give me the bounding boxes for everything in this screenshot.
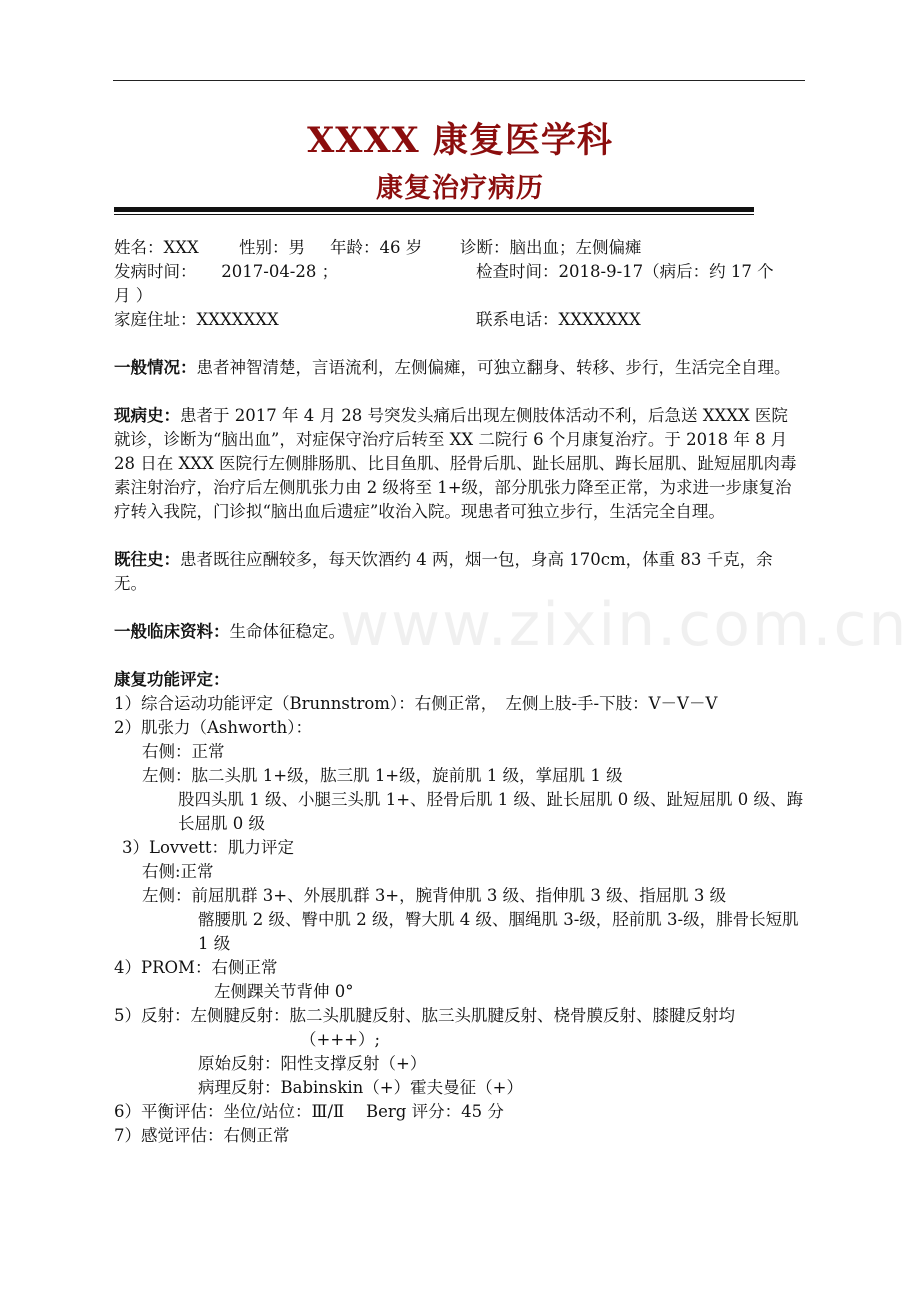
assessment-line-14: 原始反射：阳性支撑反射（+） bbox=[198, 1054, 427, 1073]
patient-diagnosis: 诊断：脑出血；左侧偏瘫 bbox=[460, 238, 642, 257]
past-history bbox=[114, 548, 804, 596]
home-address: 家庭住址：XXXXXXX bbox=[114, 310, 279, 329]
exam-time: 检查时间：2018-9-17（病后：约 17 个 bbox=[476, 262, 774, 281]
title-divider-thick bbox=[114, 207, 754, 212]
present-history-text: 患者于 2017 年 4 月 28 号突发头痛后出现左侧肢体活动不利，后急送 XXXX 医院就诊，诊断为“脑出血”，对症保守治疗后转至 XX 二院行 6 个月康复治疗。于 2018 年 8 月 28 日在 XXX 医院行左侧腓肠肌、比目鱼肌、胫骨后肌、趾长屈肌、踇长屈肌、趾短屈肌肉毒素注射治疗，治疗后左侧肌张力由 2 级将至 1+级，部分肌张力降至正常，为求进一步康复治疗转入我院，门诊拟“脑出血后遗症”收治入院。现患者可独立步行，生活完全自理。 bbox=[114, 406, 797, 521]
assessment-line-7: 右侧:正常 bbox=[142, 862, 214, 881]
assessment-heading: 康复功能评定： bbox=[114, 670, 230, 689]
assessment-line-8: 左侧：前屈肌群 3+、外展肌群 3+，腕背伸肌 3 级、指伸肌 3 级、指屈肌 3 级 bbox=[142, 886, 727, 905]
general-condition-label: 一般情况： bbox=[114, 358, 197, 377]
assessment-line-16: 6）平衡评估：坐位/站位：Ⅲ/Ⅱ Berg 评分：45 分 bbox=[114, 1102, 504, 1121]
assessment-line-5: 股四头肌 1 级、小腿三头肌 1+、胫骨后肌 1 级、趾长屈肌 0 级、趾短屈肌 0 级、踇长屈肌 0 级 bbox=[178, 790, 804, 833]
watermark: www.zixin.com.cn bbox=[340, 590, 909, 660]
clinical-data-text: 生命体征稳定。 bbox=[229, 622, 345, 641]
assessment-line-3: 右侧：正常 bbox=[142, 742, 225, 761]
document-title: 康复治疗病历 bbox=[376, 173, 544, 204]
present-history bbox=[114, 404, 804, 524]
patient-info-row-4 bbox=[114, 308, 804, 332]
assessment-line-4: 左侧：肱二头肌 1+级，肱三肌 1+级，旋前肌 1 级，掌屈肌 1 级 bbox=[142, 766, 623, 785]
assessment-line-13: （+++）; bbox=[300, 1030, 381, 1049]
assessment-line-9: 髂腰肌 2 级、臀中肌 2 级，臀大肌 4 级、腘绳肌 3-级，胫前肌 3-级，腓骨长短肌 1 级 bbox=[198, 910, 799, 953]
hospital-title: XXXX 康复医学科 bbox=[307, 120, 613, 161]
title-divider-thin bbox=[114, 214, 754, 215]
past-history-label: 既往史： bbox=[114, 550, 180, 569]
assessment-line-17: 7）感觉评估：右侧正常 bbox=[114, 1126, 290, 1145]
assessment-line-15: 病理反射：Babinskin（+）霍夫曼征（+） bbox=[198, 1078, 523, 1097]
patient-info-row-3 bbox=[114, 284, 804, 308]
clinical-data-label: 一般临床资料： bbox=[114, 622, 230, 641]
patient-info-row-2 bbox=[114, 260, 804, 284]
assessment-line-6: 3）Lovvett：肌力评定 bbox=[122, 838, 295, 857]
patient-info-row-1 bbox=[114, 236, 804, 260]
assessment-line-11: 左侧踝关节背伸 0° bbox=[214, 982, 354, 1001]
general-condition bbox=[114, 356, 804, 380]
general-condition-text: 患者神智清楚，言语流利，左侧偏瘫，可独立翻身、转移、步行，生活完全自理。 bbox=[196, 358, 791, 377]
past-history-text: 患者既往应酬较多，每天饮酒约 4 两，烟一包，身高 170cm，体重 83 千克，余无。 bbox=[114, 550, 773, 593]
exam-time-continued: 月 ） bbox=[114, 286, 153, 305]
patient-name: 姓名：XXX bbox=[114, 238, 199, 257]
assessment-line-12: 5）反射：左侧腱反射：肱二头肌腱反射、肱三头肌腱反射、桡骨膜反射、膝腱反射均 bbox=[114, 1006, 735, 1025]
present-history-label: 现病史： bbox=[114, 406, 180, 425]
header-rule bbox=[113, 80, 805, 81]
patient-age: 年龄：46 岁 bbox=[330, 238, 423, 257]
assessment-line-2: 2）肌张力（Ashworth）： bbox=[114, 718, 312, 737]
assessment-line-10: 4）PROM：右侧正常 bbox=[114, 958, 278, 977]
contact-phone: 联系电话：XXXXXXX bbox=[476, 310, 641, 329]
assessment-line-1: 1）综合运动功能评定（Brunnstrom）：右侧正常， 左侧上肢-手-下肢：Ⅴ－Ⅴ－Ⅴ bbox=[114, 694, 718, 713]
patient-sex: 性别：男 bbox=[239, 238, 305, 257]
clinical-data bbox=[114, 620, 804, 644]
record-body bbox=[114, 236, 804, 1148]
onset-time: 发病时间： 2017-04-28 ； bbox=[114, 262, 339, 281]
